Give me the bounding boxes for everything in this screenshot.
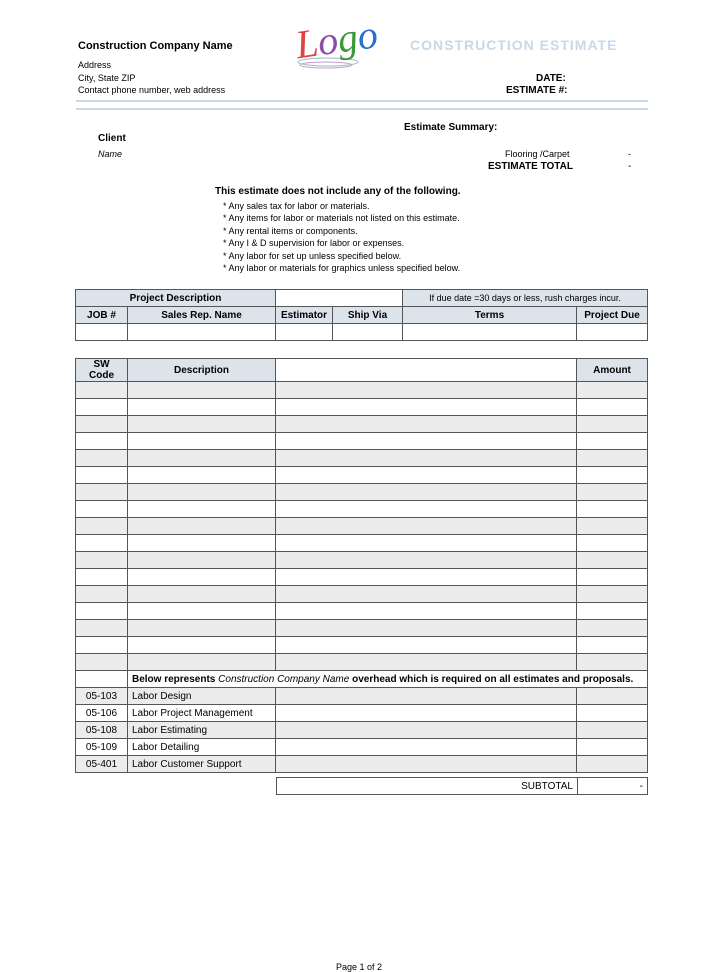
sales-rep-cell[interactable] — [128, 324, 276, 341]
table-row — [76, 688, 648, 705]
amount-cell[interactable] — [577, 739, 648, 756]
client-name: Name — [98, 149, 123, 159]
amount-cell[interactable] — [577, 433, 648, 450]
sw-code-cell[interactable] — [76, 484, 128, 501]
col-sw-code: SW Code — [76, 359, 128, 382]
list-item: * Any rental items or components. — [223, 225, 358, 236]
col-job: JOB # — [76, 307, 128, 324]
company-name: Construction Company Name — [78, 40, 233, 52]
detail-cell[interactable] — [276, 688, 577, 705]
list-item: * Any labor for set up unless specified below. — [223, 250, 402, 261]
amount-cell[interactable] — [577, 722, 648, 739]
company-city: City, State ZIP — [78, 73, 136, 83]
date-label: DATE: — [536, 73, 566, 84]
job-cell[interactable] — [76, 324, 128, 341]
list-item: * Any I & D supervision for labor or expenses. — [223, 238, 405, 249]
detail-cell[interactable] — [276, 535, 577, 552]
overhead-company: Construction Company Name — [218, 673, 350, 685]
terms-cell[interactable] — [403, 324, 577, 341]
sw-code-cell[interactable] — [76, 467, 128, 484]
table-row — [76, 518, 648, 535]
ship-via-cell[interactable] — [333, 324, 403, 341]
description-cell[interactable] — [128, 552, 276, 569]
exclusions-heading: This estimate does not include any of the following. — [215, 186, 461, 197]
description-cell[interactable] — [128, 603, 276, 620]
client-label: Client — [98, 133, 126, 144]
summary-title: Estimate Summary: — [404, 122, 498, 133]
description-cell[interactable] — [128, 654, 276, 671]
table-row — [76, 484, 648, 501]
estimator-cell[interactable] — [276, 324, 333, 341]
labor-description: Labor Detailing — [128, 739, 276, 756]
sw-code-cell[interactable] — [76, 654, 128, 671]
detail-cell[interactable] — [276, 467, 577, 484]
table-row — [76, 399, 648, 416]
detail-cell[interactable] — [276, 399, 577, 416]
detail-cell[interactable] — [276, 552, 577, 569]
amount-cell[interactable] — [577, 620, 648, 637]
list-item: * Any sales tax for labor or materials. — [223, 201, 370, 211]
amount-cell[interactable] — [577, 552, 648, 569]
description-cell[interactable] — [128, 416, 276, 433]
subtotal-value: - — [578, 778, 648, 795]
amount-cell[interactable] — [577, 654, 648, 671]
table-row — [76, 501, 648, 518]
rush-note: If due date =30 days or less, rush charges incur. — [403, 290, 648, 307]
estimate-number-label: ESTIMATE #: — [506, 85, 568, 96]
subtotal-table — [276, 777, 648, 795]
description-cell[interactable] — [128, 535, 276, 552]
subtotal-label: SUBTOTAL — [277, 778, 578, 795]
sw-code-cell[interactable] — [76, 399, 128, 416]
detail-cell[interactable] — [276, 518, 577, 535]
description-cell[interactable] — [128, 501, 276, 518]
amount-cell[interactable] — [577, 688, 648, 705]
company-logo — [290, 11, 381, 72]
table-row — [76, 416, 648, 433]
company-contact: Contact phone number, web address — [78, 85, 226, 95]
detail-cell[interactable] — [276, 484, 577, 501]
sw-code-cell[interactable] — [76, 501, 128, 518]
amount-cell[interactable] — [577, 756, 648, 773]
sw-code-cell[interactable] — [76, 535, 128, 552]
amount-cell[interactable] — [577, 637, 648, 654]
col-blank — [276, 359, 577, 382]
table-row — [76, 382, 648, 399]
amount-cell[interactable] — [577, 586, 648, 603]
labor-code: 05-109 — [76, 739, 128, 756]
amount-cell[interactable] — [577, 467, 648, 484]
description-cell[interactable] — [128, 450, 276, 467]
sw-code-cell[interactable] — [76, 603, 128, 620]
detail-cell[interactable] — [276, 739, 577, 756]
sw-code-cell[interactable] — [76, 620, 128, 637]
amount-cell[interactable] — [577, 518, 648, 535]
sw-code-cell[interactable] — [76, 450, 128, 467]
amount-cell[interactable] — [577, 535, 648, 552]
overhead-pre: Below represents — [132, 673, 219, 685]
table-row — [76, 324, 648, 341]
overhead-spacer — [76, 671, 128, 688]
list-item: * Any items for labor or materials not listed on this estimate. — [223, 213, 460, 224]
detail-cell[interactable] — [276, 569, 577, 586]
detail-cell[interactable] — [276, 382, 577, 399]
svg-text:Logo: Logo — [292, 11, 381, 68]
sw-code-cell[interactable] — [76, 586, 128, 603]
project-description-label: Project Description — [76, 290, 276, 307]
table-row — [76, 450, 648, 467]
description-cell[interactable] — [128, 484, 276, 501]
items-table — [75, 358, 648, 773]
description-cell[interactable] — [128, 569, 276, 586]
table-row — [76, 722, 648, 739]
summary-row-value: - — [628, 149, 631, 159]
amount-cell[interactable] — [577, 382, 648, 399]
sw-code-cell[interactable] — [76, 569, 128, 586]
summary-row-label: Flooring /Carpet — [505, 149, 570, 159]
detail-cell[interactable] — [276, 756, 577, 773]
amount-cell[interactable] — [577, 484, 648, 501]
col-sales-rep: Sales Rep. Name — [128, 307, 276, 324]
labor-description: Labor Project Management — [128, 705, 276, 722]
sw-code-cell[interactable] — [76, 518, 128, 535]
sw-code-cell[interactable] — [76, 416, 128, 433]
overhead-row — [76, 671, 648, 688]
detail-cell[interactable] — [276, 586, 577, 603]
estimate-total-label: ESTIMATE TOTAL — [488, 161, 573, 172]
col-description: Description — [128, 359, 276, 382]
labor-description: Labor Estimating — [128, 722, 276, 739]
table-row — [76, 756, 648, 773]
col-ship-via: Ship Via — [333, 307, 403, 324]
detail-cell[interactable] — [276, 501, 577, 518]
table-row — [76, 620, 648, 637]
sw-code-cell[interactable] — [76, 637, 128, 654]
labor-description: Labor Design — [128, 688, 276, 705]
table-row — [76, 654, 648, 671]
list-item: * Any labor or materials for graphics unless specified below. — [223, 263, 461, 274]
estimate-total-value: - — [628, 161, 632, 172]
sw-code-cell[interactable] — [76, 382, 128, 399]
company-address: Address — [78, 60, 112, 70]
description-cell[interactable] — [128, 518, 276, 535]
project-description-field[interactable] — [276, 290, 403, 307]
col-estimator: Estimator — [276, 307, 333, 324]
table-row — [76, 552, 648, 569]
labor-code: 05-108 — [76, 722, 128, 739]
amount-cell[interactable] — [577, 450, 648, 467]
description-cell[interactable] — [128, 399, 276, 416]
col-project-due: Project Due — [577, 307, 648, 324]
description-cell[interactable] — [128, 586, 276, 603]
table-row — [76, 705, 648, 722]
sw-code-cell[interactable] — [76, 552, 128, 569]
table-row — [76, 603, 648, 620]
detail-cell[interactable] — [276, 654, 577, 671]
amount-cell[interactable] — [577, 501, 648, 518]
table-row — [76, 569, 648, 586]
table-row — [76, 535, 648, 552]
labor-description: Labor Customer Support — [128, 756, 276, 773]
doc-title: CONSTRUCTION ESTIMATE — [410, 37, 618, 53]
amount-cell[interactable] — [577, 705, 648, 722]
description-cell[interactable] — [128, 433, 276, 450]
detail-cell[interactable] — [276, 416, 577, 433]
description-cell[interactable] — [128, 467, 276, 484]
exclusions-list — [223, 200, 460, 274]
overhead-post: overhead which is required on all estimates and proposals. — [349, 673, 634, 685]
detail-cell[interactable] — [276, 637, 577, 654]
amount-cell[interactable] — [577, 399, 648, 416]
detail-cell[interactable] — [276, 603, 577, 620]
table-row — [76, 637, 648, 654]
detail-cell[interactable] — [276, 450, 577, 467]
page-number: Page 1 of 2 — [336, 962, 383, 972]
project-due-cell[interactable] — [577, 324, 648, 341]
description-cell[interactable] — [128, 637, 276, 654]
detail-cell[interactable] — [276, 722, 577, 739]
description-cell[interactable] — [128, 382, 276, 399]
overhead-note — [128, 671, 648, 688]
detail-cell[interactable] — [276, 620, 577, 637]
project-table — [75, 289, 648, 341]
header-rule — [76, 100, 648, 110]
sw-code-cell[interactable] — [76, 433, 128, 450]
detail-cell[interactable] — [276, 433, 577, 450]
col-amount: Amount — [577, 359, 648, 382]
description-cell[interactable] — [128, 620, 276, 637]
detail-cell[interactable] — [276, 705, 577, 722]
table-row — [76, 467, 648, 484]
labor-code: 05-103 — [76, 688, 128, 705]
table-row — [76, 586, 648, 603]
col-terms: Terms — [403, 307, 577, 324]
labor-code: 05-106 — [76, 705, 128, 722]
table-row — [76, 739, 648, 756]
table-row — [76, 433, 648, 450]
amount-cell[interactable] — [577, 416, 648, 433]
labor-code: 05-401 — [76, 756, 128, 773]
amount-cell[interactable] — [577, 569, 648, 586]
amount-cell[interactable] — [577, 603, 648, 620]
